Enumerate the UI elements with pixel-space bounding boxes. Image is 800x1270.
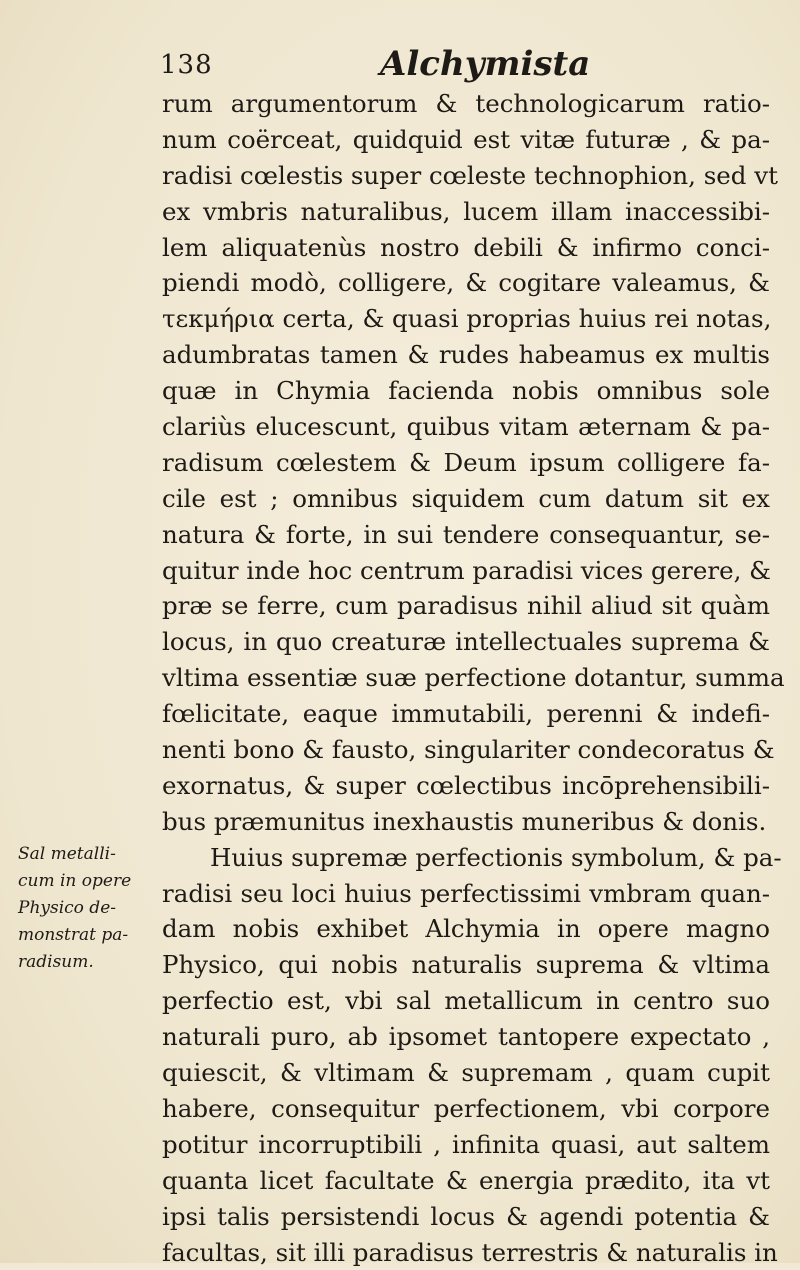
text-line: ex vmbris naturalibus, lucem illam inaccessibi- [162, 194, 770, 230]
text-line: quitur inde hoc centrum paradisi vices gerere, & [162, 553, 770, 589]
margin-note-line: monstrat pa- [18, 922, 158, 949]
text-line: τεκμήρια certa, & quasi proprias huius rei notas, [162, 301, 770, 337]
text-line: nenti bono & fausto, singulariter condecoratus & [162, 732, 770, 768]
text-line: natura & forte, in sui tendere consequantur, se- [162, 517, 770, 553]
margin-note-line: Sal metalli- [18, 841, 158, 868]
text-line: vltima essentiæ suæ perfectione dotantur, summa [162, 660, 770, 696]
text-line: adumbratas tamen & rudes habeamus ex multis [162, 337, 770, 373]
page-number: 138 [160, 50, 213, 80]
text-line: præ se ferre, cum paradisus nihil aliud sit quàm [162, 588, 770, 624]
text-line: num coërceat, quidquid est vitæ futuræ , & pa- [162, 122, 770, 158]
text-line: potitur incorruptibili , infinita quasi, aut saltem [162, 1127, 770, 1163]
text-line: quiescit, & vltimam & supremam , quam cupit [162, 1055, 770, 1091]
text-line: fœlicitate, eaque immutabili, perenni & indefi- [162, 696, 770, 732]
margin-note-line: Physico de- [18, 895, 158, 922]
main-text [162, 86, 770, 1270]
text-line: clariùs elucescunt, quibus vitam æternam & pa- [162, 409, 770, 445]
text-line: locus, in quo creaturæ intellectuales suprema & [162, 624, 770, 660]
text-line: cile est ; omnibus siquidem cum datum sit ex [162, 481, 770, 517]
margin-note-line: cum in opere [18, 868, 158, 895]
marginal-note [18, 841, 158, 976]
text-line: rum argumentorum & technologicarum ratio- [162, 86, 770, 122]
text-line: Physico, qui nobis naturalis suprema & vltima [162, 947, 770, 983]
text-line: Huius supremæ perfectionis symbolum, & pa- [162, 840, 770, 876]
text-line: lem aliquatenùs nostro debili & infirmo conci- [162, 230, 770, 266]
text-line: facultas, sit illi paradisus terrestris & naturalis in [162, 1235, 770, 1270]
text-line: dam nobis exhibet Alchymia in opere magno [162, 911, 770, 947]
text-line: radisi seu loci huius perfectissimi vmbram quan- [162, 876, 770, 912]
running-title: Alchymista [380, 44, 590, 84]
text-line: bus præmunitus inexhaustis muneribus & donis. [162, 804, 770, 840]
text-line: exornatus, & super cœlectibus incōprehensibili- [162, 768, 770, 804]
margin-note-line: radisum. [18, 949, 158, 976]
text-line: quanta licet facultate & energia prædito, ita vt [162, 1163, 770, 1199]
text-line: quæ in Chymia facienda nobis omnibus sole [162, 373, 770, 409]
text-line: naturali puro, ab ipsomet tantopere expectato , [162, 1019, 770, 1055]
text-line: radisum cœlestem & Deum ipsum colligere fa- [162, 445, 770, 481]
text-line: habere, consequitur perfectionem, vbi corpore [162, 1091, 770, 1127]
text-line: perfectio est, vbi sal metallicum in centro suo [162, 983, 770, 1019]
text-line: radisi cœlestis super cœleste technophion, sed vt [162, 158, 770, 194]
text-line: ipsi talis persistendi locus & agendi potentia & [162, 1199, 770, 1235]
page-header [160, 44, 720, 92]
text-line: piendi modò, colligere, & cogitare valeamus, & [162, 265, 770, 301]
